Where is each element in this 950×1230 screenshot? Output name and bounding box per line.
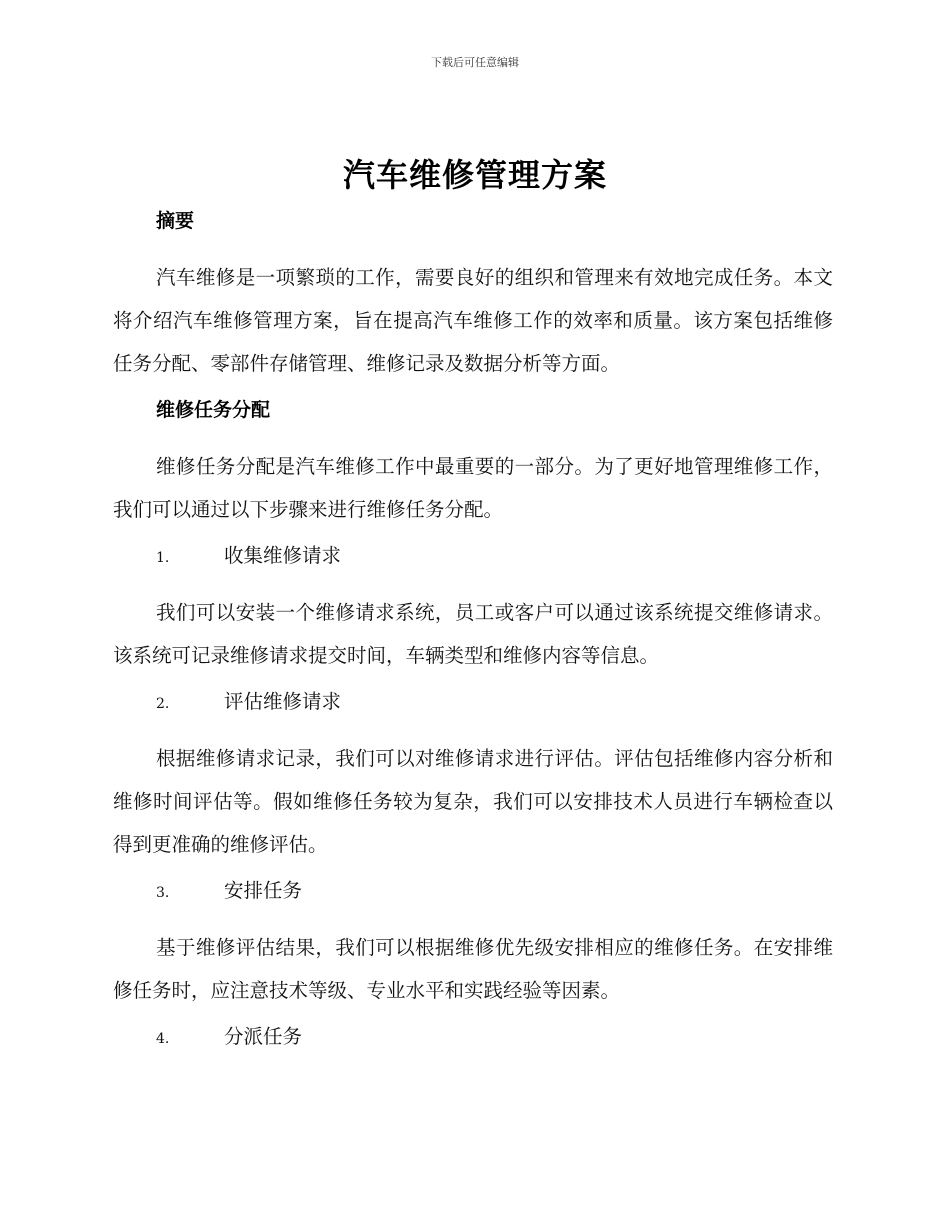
task-assignment-paragraph: 维修任务分配是汽车维修工作中最重要的一部分。为了更好地管理维修工作，我们可以通过以下步骤来进行维修任务分配。 xyxy=(113,455,833,521)
step-item xyxy=(113,1022,833,1054)
step-item xyxy=(113,687,833,719)
step-number: 2. xyxy=(156,696,170,712)
step-label: 收集维修请求 xyxy=(224,544,342,567)
step-number: 1. xyxy=(156,550,170,566)
document-body xyxy=(113,200,833,1072)
section-heading-task-assignment: 维修任务分配 xyxy=(156,399,271,421)
step-item xyxy=(113,876,833,908)
section-heading-abstract: 摘要 xyxy=(156,210,195,232)
step-item xyxy=(113,541,833,573)
step-paragraph: 基于维修评估结果，我们可以根据维修优先级安排相应的维修任务。在安排维修任务时，应注意技术等级、专业水平和实践经验等因素。 xyxy=(113,936,833,1002)
step-label: 安排任务 xyxy=(224,879,303,902)
page-header-note: 下载后可任意编辑 xyxy=(431,56,519,69)
document-title: 汽车维修管理方案 xyxy=(342,156,607,194)
step-paragraph: 根据维修请求记录，我们可以对维修请求进行评估。评估包括维修内容分析和维修时间评估等。假如维修任务较为复杂，我们可以安排技术人员进行车辆检查以得到更准确的维修评估。 xyxy=(113,747,833,856)
step-number: 4. xyxy=(156,1031,170,1047)
step-label: 分派任务 xyxy=(224,1025,303,1048)
step-number: 3. xyxy=(156,885,170,901)
step-paragraph: 我们可以安装一个维修请求系统，员工或客户可以通过该系统提交维修请求。该系统可记录维修请求提交时间，车辆类型和维修内容等信息。 xyxy=(113,601,833,667)
abstract-paragraph: 汽车维修是一项繁琐的工作，需要良好的组织和管理来有效地完成任务。本文将介绍汽车维修管理方案，旨在提高汽车维修工作的效率和质量。该方案包括维修任务分配、零部件存储管理、维修记录及数据分析等方面。 xyxy=(113,266,833,375)
step-label: 评估维修请求 xyxy=(224,690,342,713)
